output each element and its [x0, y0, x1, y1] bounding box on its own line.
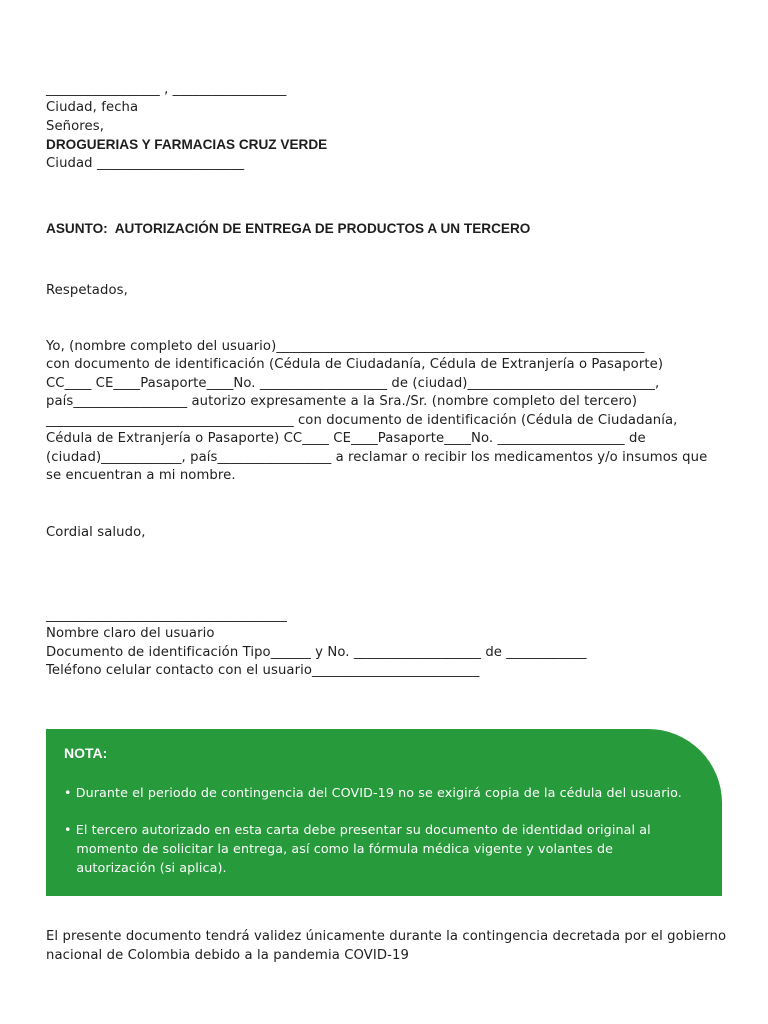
body-line: Cédula de Extranjería o Pasaporte) CC____ CE____Pasaporte____No. ___________________ de [46, 431, 646, 446]
greeting: Respetados, [46, 283, 128, 298]
nota-bullet: • Durante el periodo de contingencia del COVID-19 no se exigirá copia de la cédula del usuario. [64, 785, 682, 800]
footer-line: El presente documento tendrá validez únicamente durante la contingencia decretada por el gobierno [46, 929, 727, 944]
footer-line: nacional de Colombia debido a la pandemia COVID-19 [46, 948, 409, 963]
nota-box [46, 729, 722, 896]
nota-bullet-continuation: momento de solicitar la entrega, así como la fórmula médica vigente y volantes de [64, 841, 614, 856]
closing: Cordial saludo, [46, 525, 146, 540]
body-line: con documento de identificación (Cédula de Ciudadanía, Cédula de Extranjería o Pasaporte) [46, 357, 664, 372]
body-line: se encuentran a mi nombre. [46, 468, 236, 483]
signature-phone-label: Teléfono celular contacto con el usuario_________________________ [46, 663, 480, 678]
body-line: (ciudad)____________, país_________________ a reclamar o recibir los medicamentos y/o insumos que [46, 450, 708, 465]
subject-line: ASUNTO: AUTORIZACIÓN DE ENTREGA DE PRODUCTOS A UN TERCERO [46, 221, 531, 236]
place-date-blank: _________________ , _________________ [46, 82, 287, 97]
body-line: Yo, (nombre completo del usuario)_______________________________________________________ [46, 339, 645, 354]
body-line: CC____ CE____Pasaporte____No. ___________________ de (ciudad)____________________________, [46, 376, 660, 391]
salutation: Señores, [46, 119, 105, 134]
nota-bullet-continuation: autorización (si aplica). [64, 860, 227, 875]
body-line: país_________________ autorizo expresamente a la Sra./Sr. (nombre completo del tercero) [46, 394, 638, 409]
place-date-label: Ciudad, fecha [46, 100, 139, 115]
signature-name-label: Nombre claro del usuario [46, 626, 215, 641]
body-line: _____________________________________ con documento de identificación (Cédula de Ciudadanía, [46, 413, 678, 428]
signature-line: ____________________________________ [46, 608, 287, 623]
city-line: Ciudad ______________________ [46, 156, 245, 171]
nota-bullet: • El tercero autorizado en esta carta debe presentar su documento de identidad original al [64, 822, 651, 837]
nota-title: NOTA: [64, 745, 108, 761]
company-name: DROGUERIAS Y FARMACIAS CRUZ VERDE [46, 137, 328, 152]
signature-id-label: Documento de identificación Tipo______ y No. ___________________ de ____________ [46, 645, 587, 660]
